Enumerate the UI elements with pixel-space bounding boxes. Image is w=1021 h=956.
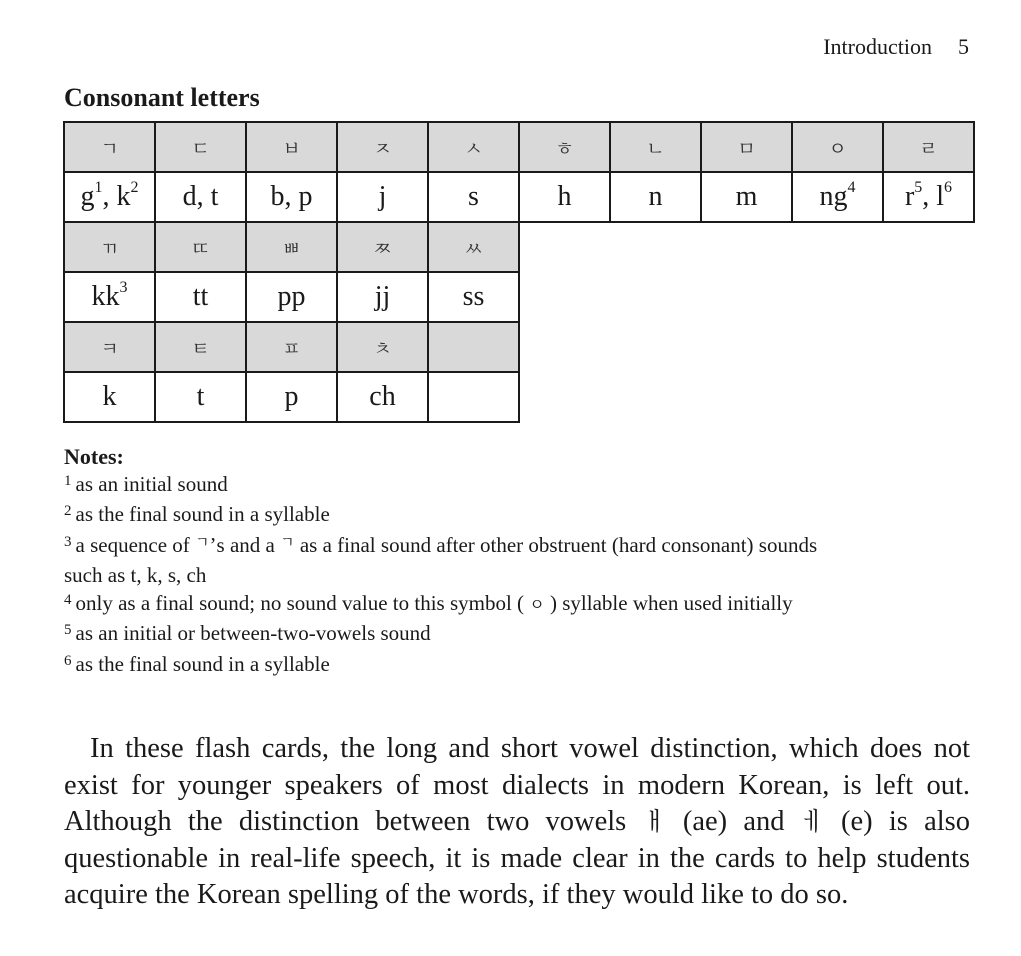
chapter-title: Introduction <box>823 34 932 59</box>
note-6 <box>64 651 974 682</box>
vowel-glyph-e: ㅔ <box>800 807 825 837</box>
romanization-cell <box>63 271 156 323</box>
romanization-base: ss <box>462 281 485 312</box>
romanization-cell <box>700 171 793 223</box>
note-4 <box>64 590 974 621</box>
note-text: as an initial or between-two-vowels sound <box>75 621 431 645</box>
note-number: 6 <box>64 652 72 669</box>
hangul-letter: ㅉ <box>373 237 392 260</box>
note-number: 2 <box>64 503 72 519</box>
romanization-base: pp <box>277 281 306 312</box>
note-text: ) syllable when used initially <box>550 590 793 615</box>
hangul-cell <box>336 221 429 273</box>
hangul-letter: ㅌ <box>191 337 210 360</box>
romanization-text <box>468 181 479 213</box>
romanization-base: s <box>468 181 479 212</box>
romanization-cell <box>154 271 247 323</box>
romanization-cell <box>609 171 702 223</box>
romanization-base: j <box>378 181 387 212</box>
romanization-cell <box>427 371 520 423</box>
romanization-base: d, t <box>182 181 219 212</box>
romanization-cell <box>245 271 338 323</box>
romanization-cell <box>336 271 429 323</box>
romanization-cell <box>245 171 338 223</box>
note-3-continued: such as t, k, s, ch <box>64 563 207 587</box>
romanization-text <box>379 181 387 213</box>
hangul-cell <box>63 321 156 373</box>
note-number: 4 <box>64 591 72 608</box>
consonant-table <box>63 121 970 422</box>
hangul-cell <box>245 121 338 173</box>
romanization-text <box>904 178 953 213</box>
romanization-cell <box>245 371 338 423</box>
romanization-text <box>375 281 391 313</box>
romanization-cell <box>427 171 520 223</box>
paragraph-text: In these flash cards, the long and short vowel distinction, which does not exist for younger speakers of most dialects in modern Korean, is left out. Although the distinction between two vowels <box>64 733 970 838</box>
romanization-base: kk <box>91 281 120 312</box>
hangul-letter: ㅁ <box>737 137 756 160</box>
footnote-marker: 1 <box>94 178 103 196</box>
hangul-letter: ㄱ <box>100 137 119 160</box>
hangul-letter: ㅂ <box>282 137 301 160</box>
hangul-cell <box>336 121 429 173</box>
hangul-letter: ㅋ <box>100 337 119 360</box>
note-number: 1 <box>64 472 72 489</box>
romanization-text <box>463 281 485 313</box>
romanization-cell <box>63 371 156 423</box>
footnote-marker: 4 <box>847 178 856 196</box>
romanization-text <box>271 181 313 213</box>
romanization-base: tt <box>192 281 209 312</box>
footnote-marker: 2 <box>130 178 139 196</box>
romanization-cell <box>154 171 247 223</box>
hangul-letter: ㄸ <box>191 237 210 260</box>
hangul-letter: ㅆ <box>464 237 483 260</box>
footnote-marker: 6 <box>944 178 953 196</box>
romanization-text <box>103 381 117 413</box>
vowel-glyph-ae: ㅐ <box>642 807 667 837</box>
note-text: as the final sound in a syllable <box>75 502 330 526</box>
hangul-letter: ㅅ <box>464 137 483 160</box>
note-number: 5 <box>64 622 72 638</box>
note-1 <box>64 471 974 502</box>
hangul-letter: ㄹ <box>919 137 938 160</box>
notes-section <box>64 443 974 681</box>
paragraph-text: (ae) and <box>682 806 785 838</box>
hangul-letter: ㄲ <box>100 237 119 260</box>
romanization-base: p <box>284 381 299 412</box>
paragraph-text: (e) is also questionable in real-life speech, it is made clear in the cards to help students acquire the Korean spelling of the words, if they would like to do so. <box>64 806 970 911</box>
romanization-base: n <box>648 181 663 212</box>
hangul-cell <box>245 321 338 373</box>
hangul-cell <box>154 121 247 173</box>
hangul-cell <box>336 321 429 373</box>
hangul-cell <box>518 121 611 173</box>
romanization-base: jj <box>374 281 391 312</box>
hangul-cell <box>427 321 520 373</box>
note-text: as an initial sound <box>75 471 228 496</box>
footnote-marker: 5 <box>914 178 923 196</box>
romanization-base: b, p <box>270 181 313 212</box>
note-2 <box>64 501 974 532</box>
hangul-letter: ㅍ <box>282 337 301 360</box>
romanization-text <box>278 281 306 313</box>
hangul-glyph: ㄱ <box>280 532 295 551</box>
romanization-cell <box>154 371 247 423</box>
romanization-text <box>819 178 856 213</box>
romanization-alt: , k <box>102 181 131 212</box>
romanization-cell <box>336 371 429 423</box>
hangul-cell <box>63 121 156 173</box>
note-text: as the final sound in a syllable <box>75 651 330 676</box>
note-number: 3 <box>64 533 72 550</box>
romanization-cell <box>791 171 884 223</box>
romanization-text <box>80 178 139 213</box>
romanization-base: t <box>196 381 205 412</box>
note-text: ’s and a <box>209 532 275 557</box>
hangul-letter: ㅎ <box>555 137 574 160</box>
hangul-cell <box>700 121 793 173</box>
note-text: a sequence of <box>75 532 190 557</box>
notes-title: Notes: <box>64 444 124 469</box>
romanization-base: k <box>102 381 117 412</box>
hangul-letter: ㅈ <box>373 137 392 160</box>
note-text: as a final sound after other obstruent (hard consonant) sounds <box>299 532 818 557</box>
hangul-letter: ㄴ <box>646 137 665 160</box>
hangul-cell <box>609 121 702 173</box>
section-title: Consonant letters <box>64 83 260 112</box>
hangul-cell <box>63 221 156 273</box>
note-5 <box>64 620 974 651</box>
romanization-cell <box>882 171 975 223</box>
hangul-letter: ㅊ <box>373 337 392 360</box>
note-text: only as a final sound; no sound value to this symbol ( <box>75 590 525 615</box>
note-3 <box>64 532 974 563</box>
hangul-glyph: ㅇ <box>529 594 545 614</box>
romanization-base: ng <box>819 181 848 212</box>
romanization-text <box>736 181 758 213</box>
romanization-cell <box>336 171 429 223</box>
hangul-cell <box>427 221 520 273</box>
romanization-base: g <box>80 181 95 212</box>
romanization-text <box>558 181 572 213</box>
hangul-cell <box>245 221 338 273</box>
page-number: 5 <box>958 34 969 59</box>
romanization-text <box>197 381 205 413</box>
romanization-base: ch <box>369 381 396 412</box>
romanization-text <box>369 381 395 413</box>
body-paragraph <box>64 731 970 914</box>
romanization-cell <box>427 271 520 323</box>
romanization-text <box>183 181 219 213</box>
romanization-base: r <box>904 181 915 212</box>
romanization-text <box>91 278 128 313</box>
footnote-marker: 3 <box>119 278 128 296</box>
hangul-letter: ㄷ <box>191 137 210 160</box>
romanization-base: m <box>735 181 758 212</box>
hangul-cell <box>791 121 884 173</box>
running-header <box>823 34 969 60</box>
hangul-cell <box>882 121 975 173</box>
romanization-text <box>193 281 209 313</box>
hangul-cell <box>154 321 247 373</box>
romanization-base: h <box>557 181 572 212</box>
romanization-text <box>649 181 663 213</box>
romanization-cell <box>518 171 611 223</box>
romanization-text <box>285 381 299 413</box>
romanization-cell <box>63 171 156 223</box>
hangul-letter: ㅇ <box>828 137 847 160</box>
hangul-glyph: ㄱ <box>195 532 210 551</box>
hangul-cell <box>154 221 247 273</box>
hangul-letter: ㅃ <box>282 237 301 260</box>
hangul-cell <box>427 121 520 173</box>
romanization-alt: , l <box>922 181 945 212</box>
